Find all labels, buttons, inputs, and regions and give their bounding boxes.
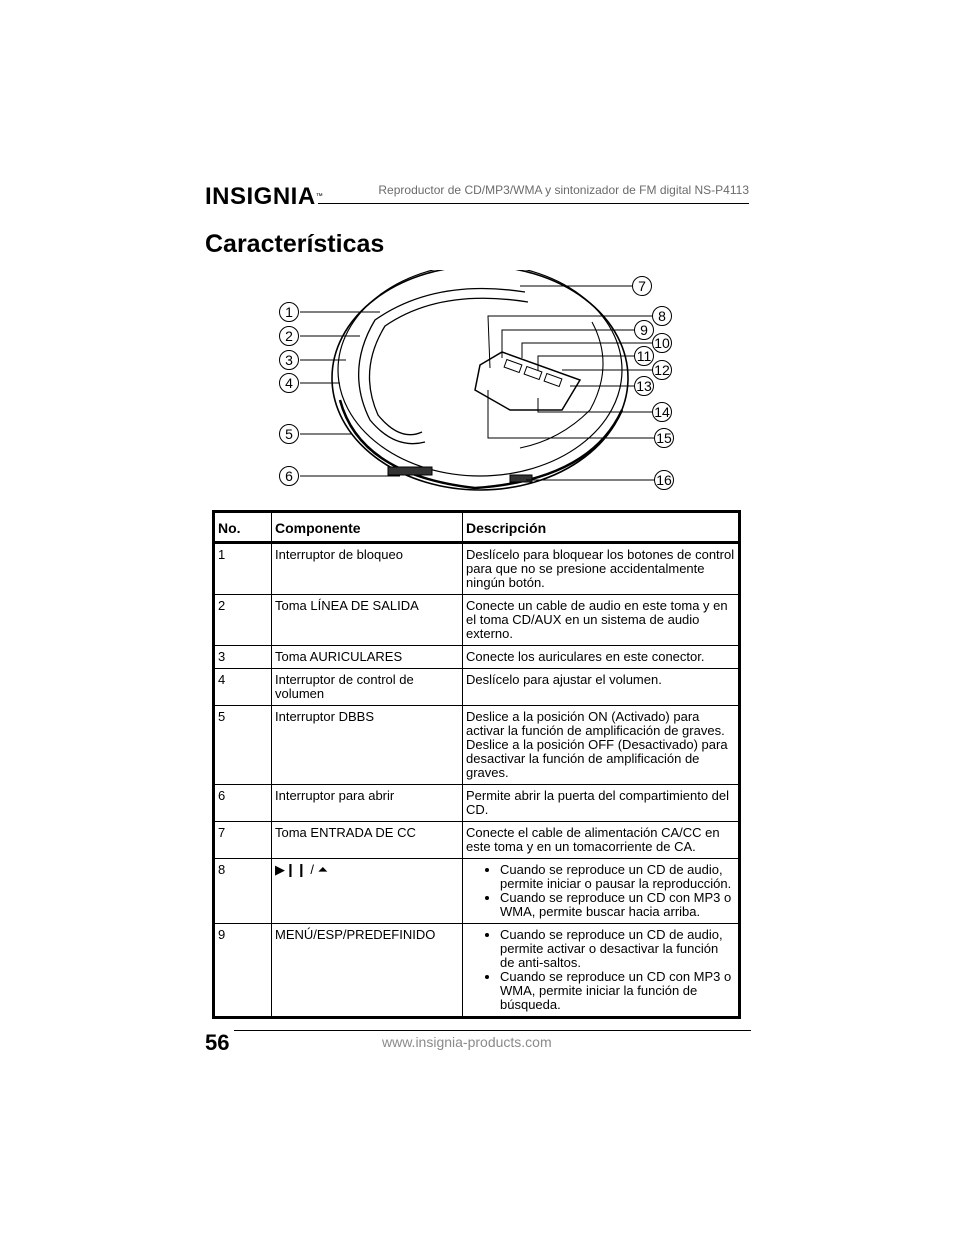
bullet-list bbox=[466, 863, 735, 919]
table-row bbox=[214, 785, 740, 822]
callout-16 bbox=[655, 471, 674, 490]
callout-16-label: 16 bbox=[656, 472, 672, 488]
table-row bbox=[214, 924, 740, 1018]
brand-logo bbox=[205, 184, 323, 210]
table-row bbox=[214, 543, 740, 595]
table-row bbox=[214, 859, 740, 924]
bullet-item: • Cuando se reproduce un CD con MP3 o WMA, permite buscar hacia arriba. bbox=[500, 891, 735, 919]
callout-1-label: 1 bbox=[285, 304, 293, 320]
callout-12 bbox=[653, 361, 672, 380]
callout-15-label: 15 bbox=[656, 430, 672, 446]
callout-4 bbox=[280, 374, 299, 393]
callout-6-label: 6 bbox=[285, 468, 293, 484]
row-component: Toma LÍNEA DE SALIDA bbox=[272, 595, 463, 646]
row-description: Deslícelo para bloquear los botones de control para que no se presione accidentalmente ningún botón. bbox=[463, 543, 740, 595]
header-title: Reproductor de CD/MP3/WMA y sintonizador de FM digital NS-P4113 bbox=[378, 183, 749, 197]
table-header-row bbox=[214, 512, 740, 543]
callout-14 bbox=[653, 403, 672, 422]
logo-text: INSIGNIA bbox=[205, 183, 316, 210]
callout-12-label: 12 bbox=[654, 362, 670, 378]
callout-14-label: 14 bbox=[654, 404, 670, 420]
bullet-item: • Cuando se reproduce un CD de audio, permite activar o desactivar la función de anti-saltos. bbox=[500, 928, 735, 970]
row-component: Interruptor DBBS bbox=[272, 706, 463, 785]
cd-player-diagram bbox=[270, 270, 690, 500]
footer-url: www.insignia-products.com bbox=[382, 1034, 552, 1050]
row-description bbox=[463, 859, 740, 924]
callout-10 bbox=[653, 334, 672, 353]
callout-8-label: 8 bbox=[658, 308, 666, 324]
callout-5 bbox=[280, 425, 299, 444]
header-no: No. bbox=[214, 512, 272, 543]
row-description: Permite abrir la puerta del compartimiento del CD. bbox=[463, 785, 740, 822]
header-divider bbox=[318, 203, 749, 204]
bullet-item: • Cuando se reproduce un CD con MP3 o WMA, permite iniciar la función de búsqueda. bbox=[500, 970, 735, 1012]
side-switch-left bbox=[388, 467, 432, 475]
callout-10-label: 10 bbox=[654, 335, 670, 351]
callout-9-label: 9 bbox=[640, 322, 648, 338]
callout-13 bbox=[635, 377, 654, 396]
header-description: Descripción bbox=[463, 512, 740, 543]
table-row bbox=[214, 706, 740, 785]
features-table bbox=[212, 510, 741, 1019]
side-jack-right bbox=[510, 475, 532, 482]
callout-8 bbox=[653, 307, 672, 326]
bullet-list bbox=[466, 928, 735, 1012]
bullet-item: • Cuando se reproduce un CD de audio, permite iniciar o pausar la reproducción. bbox=[500, 863, 735, 891]
callout-2-label: 2 bbox=[285, 328, 293, 344]
callout-3 bbox=[280, 351, 299, 370]
callout-6 bbox=[280, 467, 299, 486]
callout-7 bbox=[633, 277, 652, 296]
callout-2 bbox=[280, 327, 299, 346]
row-description: Conecte los auriculares en este conector. bbox=[463, 646, 740, 669]
table-row bbox=[214, 669, 740, 706]
row-description: Conecte el cable de alimentación CA/CC en este toma y en un tomacorriente de CA. bbox=[463, 822, 740, 859]
row-description: Deslícelo para ajustar el volumen. bbox=[463, 669, 740, 706]
row-no: 9 bbox=[214, 924, 272, 1018]
row-no: 4 bbox=[214, 669, 272, 706]
callout-15 bbox=[655, 429, 674, 448]
row-no: 3 bbox=[214, 646, 272, 669]
row-description: Conecte un cable de audio en este toma y en el toma CD/AUX en un sistema de audio externo. bbox=[463, 595, 740, 646]
play-pause-up-icon: ▶❙❙ / ⏶ bbox=[275, 862, 329, 877]
callout-3-label: 3 bbox=[285, 352, 293, 368]
callout-7-label: 7 bbox=[638, 278, 646, 294]
table-row bbox=[214, 822, 740, 859]
row-no: 5 bbox=[214, 706, 272, 785]
callout-4-label: 4 bbox=[285, 375, 293, 391]
header-component: Componente bbox=[272, 512, 463, 543]
row-no: 6 bbox=[214, 785, 272, 822]
callout-5-label: 5 bbox=[285, 426, 293, 442]
table-row bbox=[214, 595, 740, 646]
callout-9 bbox=[635, 321, 654, 340]
row-component: Interruptor para abrir bbox=[272, 785, 463, 822]
page-title: Características bbox=[205, 230, 385, 258]
row-no: 1 bbox=[214, 543, 272, 595]
callout-11 bbox=[635, 347, 654, 366]
callout-11-label: 11 bbox=[636, 348, 652, 364]
page-number: 56 bbox=[205, 1030, 230, 1055]
row-no: 7 bbox=[214, 822, 272, 859]
table-row bbox=[214, 646, 740, 669]
row-description bbox=[463, 924, 740, 1018]
row-component: MENÚ/ESP/PREDEFINIDO bbox=[272, 924, 463, 1018]
logo-trademark: ™ bbox=[315, 193, 324, 200]
row-component: Toma ENTRADA DE CC bbox=[272, 822, 463, 859]
row-no: 8 bbox=[214, 859, 272, 924]
callout-13-label: 13 bbox=[636, 378, 652, 394]
row-component: Toma AURICULARES bbox=[272, 646, 463, 669]
row-component: Interruptor de bloqueo bbox=[272, 543, 463, 595]
row-component-symbol bbox=[272, 859, 463, 924]
row-no: 2 bbox=[214, 595, 272, 646]
callout-1 bbox=[280, 303, 299, 322]
row-component: Interruptor de control de volumen bbox=[272, 669, 463, 706]
row-description: Deslice a la posición ON (Activado) para activar la función de amplificación de graves. Deslice a la posición OFF (Desactivado) para desactivar la función de amplificación de graves. bbox=[463, 706, 740, 785]
footer-divider bbox=[234, 1030, 751, 1031]
